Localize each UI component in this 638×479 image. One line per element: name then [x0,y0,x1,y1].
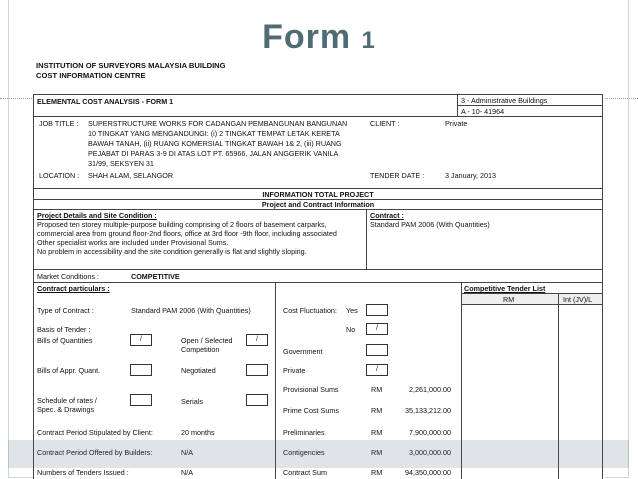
tender-list-sub-line [461,304,603,305]
cost-label-provisional: Provisional Sums [283,385,339,394]
basis-of-tender-label: Basis of Tender : [37,325,91,334]
type-of-contract-label: Type of Contract : [37,306,94,315]
no-label: No [346,325,356,334]
type-of-contract-value: Standard PAM 2006 (With Quantities) [131,306,251,315]
cost-value-preliminaries: 7,900,000.00 [409,428,451,437]
cost-currency-contingencies: RM [371,448,383,457]
open-selected-checkbox[interactable]: / [246,334,268,346]
open-selected-label: Open / Selected [181,336,233,345]
category-value: 3 - Administrative Buildings [461,96,548,105]
private-label: Private [283,366,306,375]
tender-date-label: TENDER DATE : [370,171,425,180]
contract-label: Contract : [370,211,404,220]
frame-right [602,94,603,479]
int-column-header: Int (JV)/L [563,295,593,304]
info-bottom [33,209,603,210]
cost-currency-preliminaries: RM [371,428,383,437]
project-details-line-3: Other specialist works are included under Provisional Sums. [37,238,229,247]
spec-drawings-label: Spec. & Drawings [37,405,95,414]
frame-top [33,94,603,95]
client-value: Private [445,119,468,128]
period-client-value: 20 months [181,428,215,437]
bills-of-quantities-label: Bills of Quantities [37,336,93,345]
location-label: LOCATION : [39,171,80,180]
period-builder-value: N/A [181,448,193,457]
fluctuation-no-checkbox[interactable]: / [366,323,388,335]
cost-currency-contract-sum: RM [371,468,383,477]
heading-bottom [33,116,603,117]
cost-label-preliminaries: Preliminaries [283,428,325,437]
period-client-label: Contract Period Stipulated by Client: [37,428,153,437]
competition-label: Competition [181,345,220,354]
contract-particulars-label: Contract particulars : [37,284,110,293]
info-top [33,188,603,189]
job-title-line-4: PEJABAT DI PARAS 3-9 DI ATAS LOT PT. 65966, JALAN ANGGERIK VANILA [88,149,339,158]
project-details-line-4: No problem in accessibility and the site condition generally is flat and slightly sloping. [37,247,307,256]
cost-label-contract-sum: Contract Sum [283,468,327,477]
job-title-label: JOB TITLE : [39,119,79,128]
tenders-issued-label: Numbers of Tenders Issued : [37,468,129,477]
project-details-line-1: Proposed ten storey multiple-purpose building comprising of 2 floors of basement carparks, [37,220,327,229]
market-bottom [33,282,603,283]
market-value: COMPETITIVE [131,272,180,281]
yes-label: Yes [346,306,358,315]
government-label: Government [283,347,323,356]
period-builder-label: Contract Period Offered by Builders: [37,448,153,457]
fluctuation-yes-checkbox[interactable] [366,304,388,316]
serials-checkbox[interactable] [246,394,268,406]
serials-label: Serials [181,397,203,406]
government-checkbox[interactable] [366,344,388,356]
category-split [457,105,603,106]
client-label: CLIENT : [370,119,400,128]
job-title-line-2: 10 TINGKAT YANG MENGANDUNGI: (i) 2 TINGKAT TEMPAT LETAK KERETA [88,129,340,138]
private-checkbox[interactable]: / [366,364,388,376]
negotiated-checkbox[interactable] [246,364,268,376]
contract-value: Standard PAM 2006 (With Quantities) [370,220,490,229]
bills-of-quantities-checkbox[interactable]: / [130,334,152,346]
cost-value-contract-sum: 94,350,000.00 [405,468,451,477]
project-details-label: Project Details and Site Condition : [37,211,157,220]
bills-of-appr-quant-label: Bills of Appr. Quant. [37,366,101,375]
info-subheader: Project and Contract Information [261,200,375,209]
cost-currency-provisional: RM [371,385,383,394]
cost-value-provisional: 2,261,000.00 [409,385,451,394]
form-document [33,60,605,479]
schedule-of-rates-label: Schedule of rates / [37,396,97,405]
job-title-line-3: BAWAH TANAH, (ii) RUANG KOMERSIAL TINGKAT BAWAH 1& 2, (iii) RUANG [88,139,342,148]
bills-of-appr-quant-checkbox[interactable] [130,364,152,376]
competitive-tender-label: Competitive Tender List [464,284,546,293]
rm-column-header: RM [503,295,515,304]
details-bottom [33,269,603,270]
reference-number: A - 10- 41964 [461,107,505,116]
cost-label-contingencies: Contigencies [283,448,325,457]
form-heading: ELEMENTAL COST ANALYSIS - FORM 1 [37,97,174,106]
market-label: Market Conditions : [37,272,99,281]
org-line-2: COST INFORMATION CENTRE [36,71,146,81]
cost-value-prime: 35,133,212.00 [405,406,451,415]
slide-title [0,18,638,57]
org-line-1: INSTITUTION OF SURVEYORS MALAYSIA BUILDING [36,61,226,70]
location-value: SHAH ALAM, SELANGOR [88,171,174,180]
cost-currency-prime: RM [371,406,383,415]
tender-date-value: 3 January, 2013 [445,171,497,180]
info-header: INFORMATION TOTAL PROJECT [262,190,374,199]
cost-label-prime: Prime Cost Sums [283,406,339,415]
job-title-line-1: SUPERSTRUCTURE WORKS FOR CADANGAN PEMBANGUNAN BANGUNAN [88,119,348,128]
details-divider [366,209,367,269]
tenders-issued-value: N/A [181,468,193,477]
schedule-of-rates-checkbox[interactable] [130,394,152,406]
cost-value-contingencies: 3,000,000.00 [409,448,451,457]
slide-bottom-band [8,440,629,468]
org-heading [36,61,226,82]
project-details-line-2: commercial area from ground floor-2nd floors, office at 3rd floor -9th floor, including associated [37,229,337,238]
frame-left [33,94,34,479]
slide-title-number: 1 [361,27,376,54]
job-title-line-5: 31/99, SEKSYEN 31 [88,159,154,168]
negotiated-label: Negotiated [181,366,216,375]
cost-fluctuation-label: Cost Fluctuation: [283,306,337,315]
slide-title-word: Form [262,18,352,56]
